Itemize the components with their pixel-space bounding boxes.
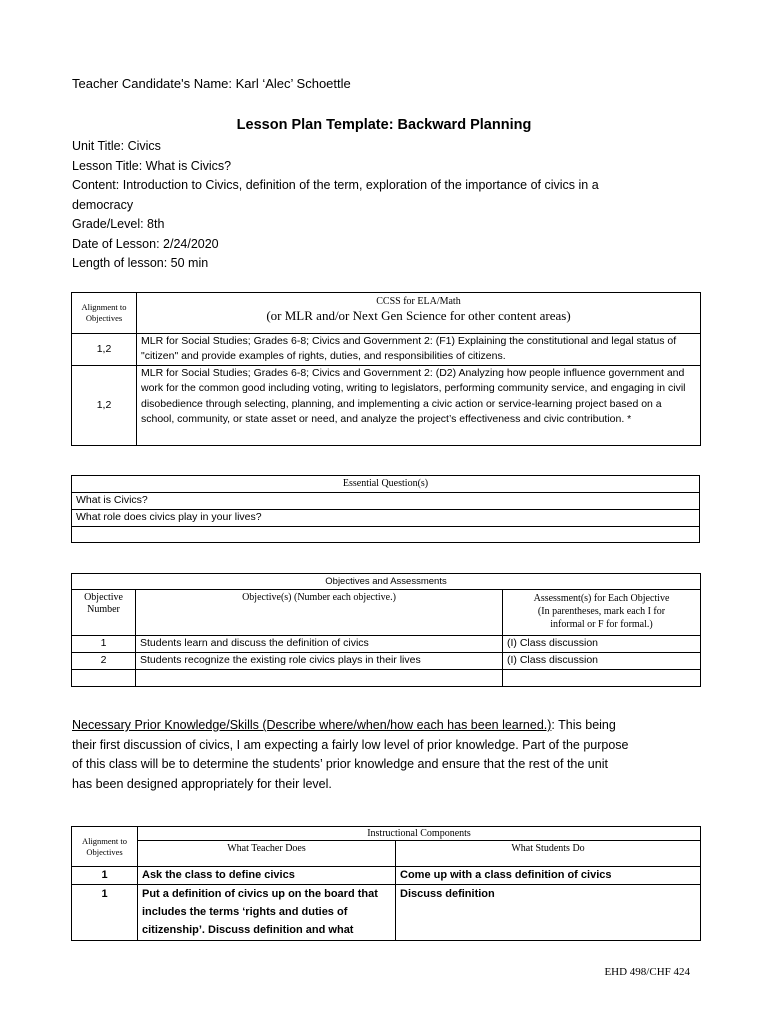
essential-question: What role does civics play in your lives? xyxy=(72,510,700,527)
table-row xyxy=(72,334,701,366)
objective-text xyxy=(136,670,503,687)
table-row xyxy=(72,636,701,653)
ccss-header xyxy=(137,293,701,334)
content-line: Content: Introduction to Civics, definition of the term, exploration of the importance of civics in a xyxy=(72,178,599,192)
standards-table xyxy=(71,292,701,446)
students-column-header: What Students Do xyxy=(396,841,701,867)
objective-number xyxy=(72,670,136,687)
ccss-header-line-1: CCSS for ELA/Math xyxy=(376,296,461,307)
objectives-header: Objectives and Assessments xyxy=(72,574,701,590)
ccss-header-line-2: (or MLR and/or Next Gen Science for other content areas) xyxy=(266,308,571,323)
essential-question: What is Civics? xyxy=(72,493,700,510)
assessment-header-line-2: (In parentheses, mark each I for xyxy=(537,606,666,617)
table-row xyxy=(72,867,701,885)
assessment-header-line-3: informal or F for formal.) xyxy=(550,619,653,630)
alignment-header: Alignment to Objectives xyxy=(72,293,137,334)
content-line-continued: democracy xyxy=(72,197,134,212)
table-row xyxy=(72,670,701,687)
lesson-date: Date of Lesson: 2/24/2020 xyxy=(72,236,219,251)
lesson-title: Lesson Title: What is Civics? xyxy=(72,158,232,173)
objective-text: Students learn and discuss the definition of civics xyxy=(136,636,503,653)
assessment-header xyxy=(503,590,701,636)
prior-knowledge-line: their first discussion of civics, I am expecting a fairly low level of prior knowledge. Part of the purpose xyxy=(72,737,629,752)
prior-knowledge xyxy=(72,716,629,794)
prior-knowledge-line: of this class will be to determine the students’ prior knowledge and ensure that the rest of the unit xyxy=(72,757,608,771)
lesson-meta xyxy=(72,137,599,274)
teacher-column-header: What Teacher Does xyxy=(138,841,396,867)
unit-title: Unit Title: Civics xyxy=(72,139,161,153)
table-row xyxy=(72,653,701,670)
prior-knowledge-label: Necessary Prior Knowledge/Skills (Describe where/when/how each has been learned.) xyxy=(72,718,552,732)
alignment-cell: 1 xyxy=(72,867,138,885)
assessment-text: (I) Class discussion xyxy=(503,653,701,670)
table-row xyxy=(72,527,700,543)
teacher-action: Ask the class to define civics xyxy=(138,867,396,885)
document-title: Lesson Plan Template: Backward Planning xyxy=(236,117,532,133)
instructional-header: Instructional Components xyxy=(138,827,701,841)
grade-level: Grade/Level: 8th xyxy=(72,217,165,231)
essential-question xyxy=(72,527,700,543)
prior-knowledge-line: has been designed appropriately for their level. xyxy=(72,776,332,791)
assessment-text xyxy=(503,670,701,687)
table-row xyxy=(72,493,700,510)
student-action: Come up with a class definition of civics xyxy=(396,867,701,885)
objective-number: 1 xyxy=(72,636,136,653)
alignment-header: Alignment to Objectives xyxy=(72,827,138,867)
standard-cell: MLR for Social Studies; Grades 6-8; Civics and Government 2: (D2) Analyzing how people influence government and work for the common good including voting, writing to legislators, performing community service, and engaging in civil disobedience through selecting, planning, and implementing a civic action or service-learning project based on a school, community, or state asset or need, and analyze the project’s effectiveness and civic contribution. * xyxy=(137,365,701,445)
table-row xyxy=(72,365,701,445)
student-action: Discuss definition xyxy=(396,885,701,941)
lesson-length: Length of lesson: 50 min xyxy=(72,256,209,270)
objective-header: Objective(s) (Number each objective.) xyxy=(136,590,503,636)
alignment-cell: 1,2 xyxy=(72,334,137,366)
alignment-cell: 1 xyxy=(72,885,138,941)
alignment-cell: 1,2 xyxy=(72,365,137,445)
standard-cell: MLR for Social Studies; Grades 6-8; Civics and Government 2: (F1) Explaining the constitutional and legal status of "citizen" and provide examples of rights, duties, and responsibilities of citizens. xyxy=(137,334,701,366)
prior-knowledge-text: This being xyxy=(554,718,616,732)
essential-questions-header: Essential Question(s) xyxy=(72,476,700,493)
table-row xyxy=(72,510,700,527)
essential-questions-table xyxy=(71,475,700,543)
course-code: EHD 498/CHF 424 xyxy=(604,966,690,978)
teacher-action: Put a definition of civics up on the board that includes the terms ‘rights and duties of citizenship’. Discuss definition and what xyxy=(138,885,396,941)
assessment-text: (I) Class discussion xyxy=(503,636,701,653)
assessment-header-line-1: Assessment(s) for Each Objective xyxy=(533,593,670,604)
table-row xyxy=(72,885,701,941)
candidate-name: Teacher Candidate's Name: Karl ‘Alec’ Schoettle xyxy=(72,76,351,91)
objective-number: 2 xyxy=(72,653,136,670)
objective-number-header: Objective Number xyxy=(72,590,136,636)
objective-text: Students recognize the existing role civics plays in their lives xyxy=(136,653,503,670)
prior-knowledge-colon: : xyxy=(551,718,555,732)
objectives-table xyxy=(71,573,701,687)
instructional-table xyxy=(71,826,701,941)
